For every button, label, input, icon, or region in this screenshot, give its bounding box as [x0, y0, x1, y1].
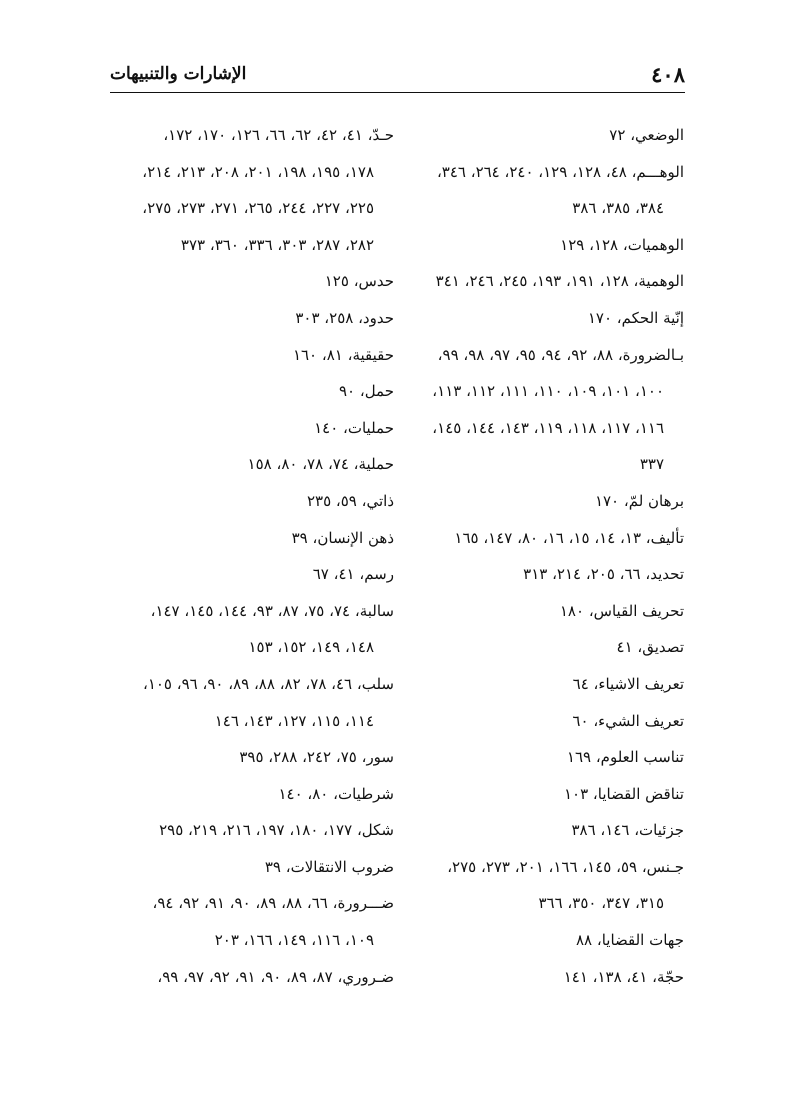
index-entry: شرطيات، ٨٠، ١٤٠	[278, 784, 394, 803]
index-entry: حملية، ٧٤، ٧٨، ٨٠، ١٥٨	[247, 455, 394, 474]
index-entry: حـدّ، ٤١، ٤٢، ٦٢، ٦٦، ١٢٦، ١٧٠، ١٧٢،	[163, 126, 394, 144]
index-entry-continuation: ٣١٥، ٣٤٧، ٣٥٠، ٣٦٦	[538, 894, 664, 913]
index-entry: ذهن الإنسان، ٣٩	[291, 528, 394, 547]
index-entry: الوضعي، ٧٢	[609, 126, 684, 144]
index-entry-continuation: ٣٨٤، ٣٨٥، ٣٨٦	[572, 199, 664, 218]
index-entry: تحديد، ٦٦، ٢٠٥، ٢١٤، ٣١٣	[523, 565, 684, 584]
index-entry: الوهـــم، ٤٨، ١٢٨، ١٢٩، ٢٤٠، ٢٦٤، ٣٤٦،	[436, 162, 684, 181]
index-entry-continuation: ١١٤، ١١٥، ١٢٧، ١٤٣، ١٤٦	[214, 711, 374, 730]
index-entry: رسم، ٤١، ٦٧	[312, 565, 394, 584]
index-entry: شكل، ١٧٧، ١٨٠، ١٩٧، ٢١٦، ٢١٩، ٢٩٥	[159, 821, 394, 840]
page-number: ٤٠٨	[651, 62, 685, 87]
index-entry-continuation: ١٤٨، ١٤٩، ١٥٢، ١٥٣	[248, 638, 374, 657]
index-entry: تأليف، ١٣، ١٤، ١٥، ١٦، ٨٠، ١٤٧، ١٦٥	[454, 528, 684, 547]
running-title: الإشارات والتنبيهات	[110, 64, 247, 84]
index-entry-continuation: ١٠٩، ١١٦، ١٤٩، ١٦٦، ٢٠٣	[214, 931, 374, 950]
index-entry: برهان لمّ، ١٧٠	[594, 491, 684, 510]
index-entry: حقيقية، ٨١، ١٦٠	[292, 345, 394, 364]
index-entry: الوهمية، ١٢٨، ١٩١، ١٩٣، ٢٤٥، ٢٤٦، ٣٤١	[435, 272, 684, 291]
index-entry-continuation: ٢٨٢، ٢٨٧، ٣٠٣، ٣٣٦، ٣٦٠، ٣٧٣	[180, 235, 374, 254]
index-entry: سور، ٧٥، ٢٤٢، ٢٨٨، ٣٩٥	[239, 748, 394, 767]
index-entry: سالبة، ٧٤، ٧٥، ٨٧، ٩٣، ١٤٤، ١٤٥، ١٤٧،	[150, 601, 394, 620]
index-entry: سلب، ٤٦، ٧٨، ٨٢، ٨٨، ٨٩، ٩٠، ٩٦، ١٠٥،	[142, 674, 394, 693]
index-entry: حجّة، ٤١، ١٣٨، ١٤١	[563, 967, 684, 986]
index-entry: تصديق، ٤١	[616, 638, 684, 657]
index-entry: بـالضرورة، ٨٨، ٩٢، ٩٤، ٩٥، ٩٧، ٩٨، ٩٩،	[437, 345, 684, 364]
index-entry: ذاتي، ٥٩، ٢٣٥	[306, 491, 394, 510]
index-entry: حمليات، ١٤٠	[314, 418, 394, 437]
index-entry: حمل، ٩٠	[338, 382, 394, 401]
index-entry-continuation: ١٠٠، ١٠١، ١٠٩، ١١٠، ١١١، ١١٢، ١١٣،	[432, 382, 664, 401]
index-entry: ضـــرورة، ٦٦، ٨٨، ٨٩، ٩٠، ٩١، ٩٢، ٩٤،	[152, 894, 394, 913]
index-entry-continuation: ٢٢٥، ٢٢٧، ٢٤٤، ٢٦٥، ٢٧١، ٢٧٣، ٢٧٥،	[142, 199, 374, 218]
index-entry-continuation: ١١٦، ١١٧، ١١٨، ١١٩، ١٤٣، ١٤٤، ١٤٥،	[432, 418, 664, 437]
index-entry: جـنس، ٥٩، ١٤٥، ١٦٦، ٢٠١، ٢٧٣، ٢٧٥،	[447, 857, 684, 876]
index-entry: تحريف القياس، ١٨٠	[559, 601, 684, 620]
index-entry: ضـروري، ٨٧، ٨٩، ٩٠، ٩١، ٩٢، ٩٧، ٩٩،	[157, 967, 394, 986]
index-entry: تعريف الاشياء، ٦٤	[572, 674, 684, 693]
index-entry: ضروب الانتقالات، ٣٩	[264, 857, 394, 876]
page-header	[110, 60, 685, 93]
index-entry: حدس، ١٢٥	[324, 272, 394, 291]
index-entry: إنّية الحكم، ١٧٠	[587, 308, 684, 327]
index-entry: جزئيات، ١٤٦، ٣٨٦	[571, 821, 684, 840]
index-entry: حدود، ٢٥٨، ٣٠٣	[295, 308, 394, 327]
index-entry: جهات القضايا، ٨٨	[575, 931, 684, 950]
index-entry: الوهميات، ١٢٨، ١٢٩	[560, 235, 684, 254]
index-column-right	[408, 117, 684, 995]
index-entry: تعريف الشيء، ٦٠	[572, 711, 684, 730]
index-entry-continuation: ٣٣٧	[639, 455, 664, 474]
index-column-left	[94, 117, 394, 995]
index-entry: تناقض القضايا، ١٠٣	[563, 784, 684, 803]
index-entry-continuation: ١٧٨، ١٩٥، ١٩٨، ٢٠١، ٢٠٨، ٢١٣، ٢١٤،	[142, 162, 374, 181]
index-entry: تناسب العلوم، ١٦٩	[566, 748, 684, 767]
